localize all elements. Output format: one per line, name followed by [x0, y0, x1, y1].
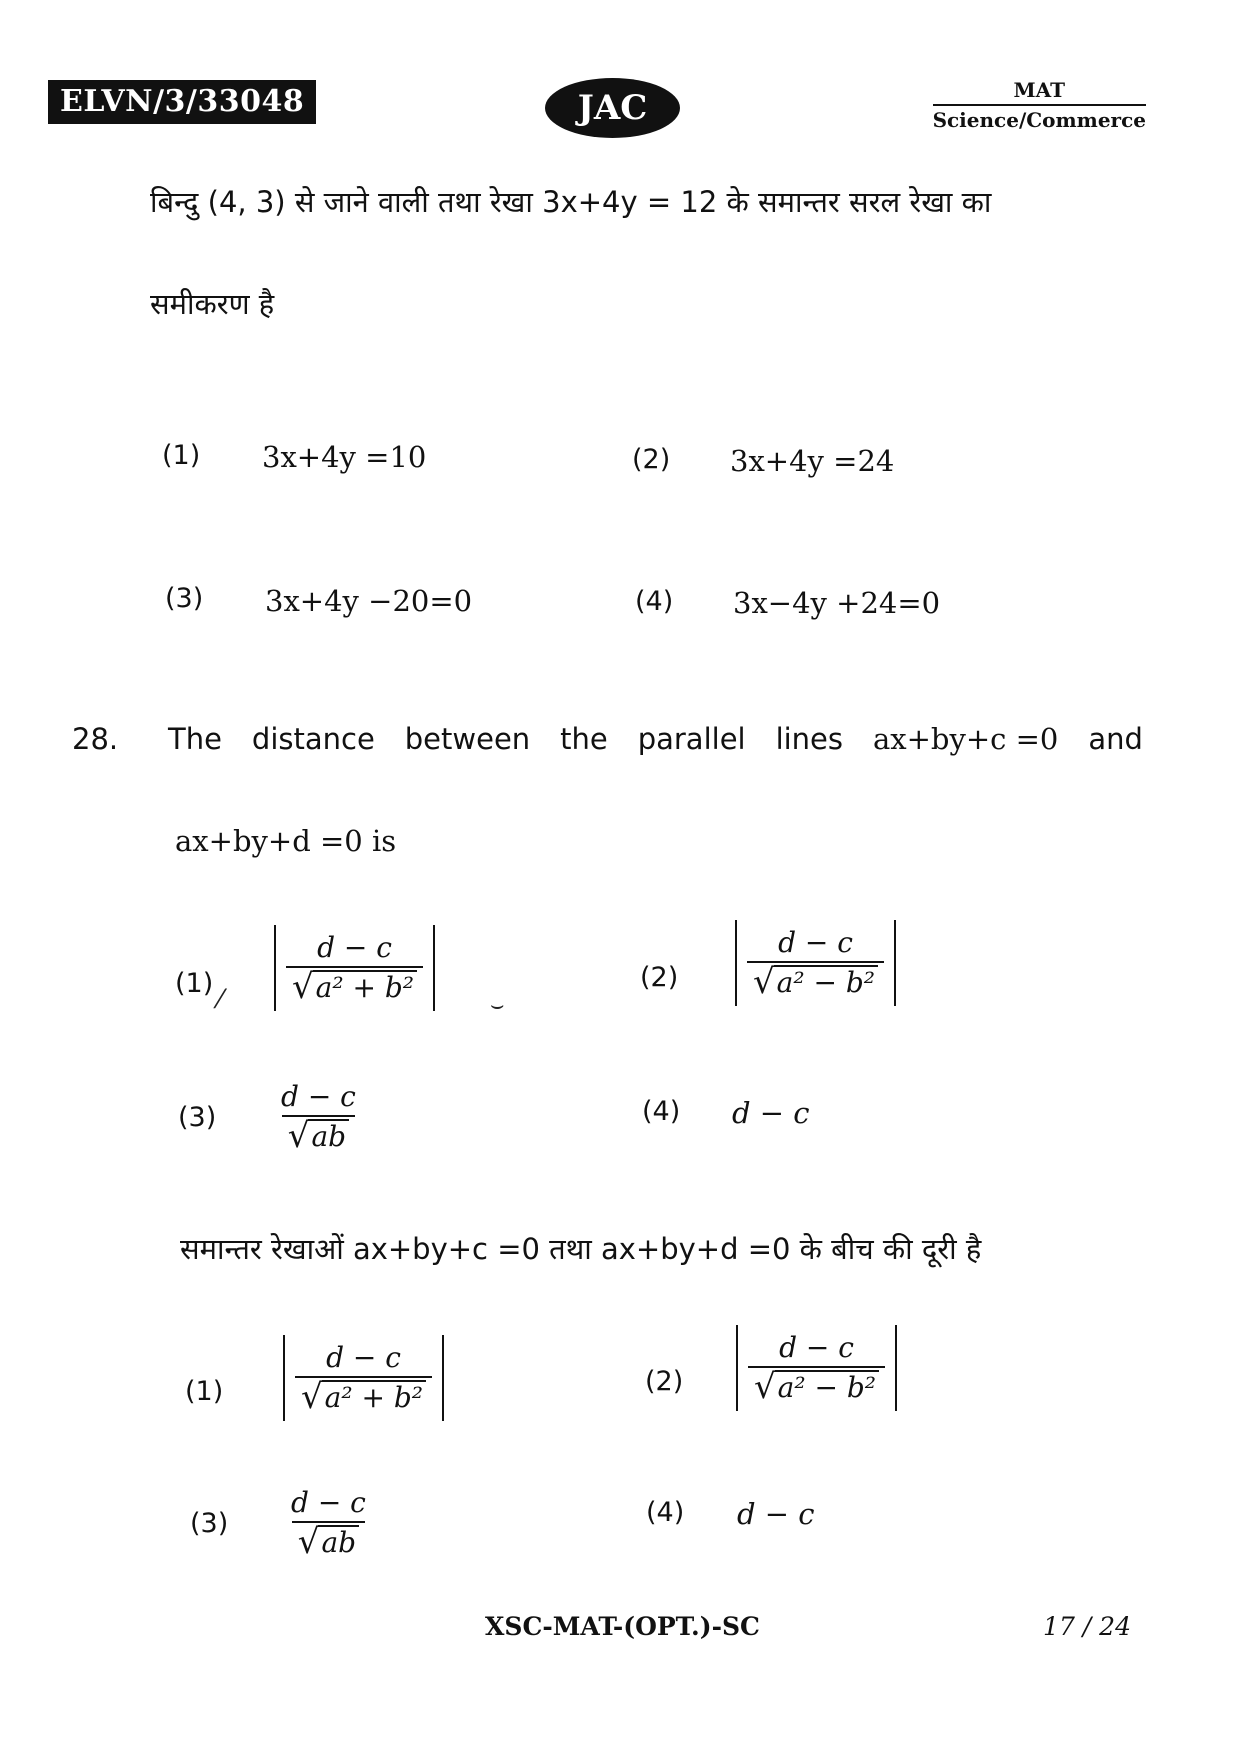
q28-option-2-den: a² − b² [774, 965, 878, 999]
jac-logo: JAC [545, 78, 680, 138]
page-number: 17 / 24 [1043, 1612, 1131, 1641]
q28-hindi-option-4-label: (4) [646, 1497, 685, 1528]
q27-hindi-line2: समीकरण है [150, 287, 275, 321]
q28-word: distance [251, 722, 375, 756]
q28-word: and [1088, 722, 1143, 756]
q28-option-3: d − c √ ab [275, 1080, 362, 1154]
q28-word: lines [775, 722, 844, 756]
q28-option-4-label: (4) [642, 1096, 681, 1127]
q28-hindi-option-3-label: (3) [190, 1508, 229, 1539]
q28-line2: ax+by+d =0 is [175, 824, 397, 858]
q28-option-2-label: (2) [640, 962, 679, 993]
q28-hindi-option-2-label: (2) [645, 1366, 684, 1397]
q28-hindi-option-2: d − c √ a² − b² [736, 1325, 897, 1411]
q27-option-1-label: (1) [162, 440, 201, 471]
subject-label: MAT [933, 78, 1146, 106]
q28-hindi-option-3: d − c √ ab [285, 1486, 372, 1560]
q27-option-2-label: (2) [632, 444, 671, 475]
pen-mark-icon: ⌣ [490, 993, 505, 1018]
q28-hindi-option-2-den: a² − b² [775, 1370, 879, 1404]
q28-number: 28. [72, 722, 119, 756]
q28-option-3-den: ab [308, 1119, 349, 1153]
q28-option-1-num: d − c [317, 931, 392, 964]
q28-hindi-stem: समान्तर रेखाओं ax+by+c =0 तथा ax+by+d =0 के बीच की दूरी है [180, 1232, 982, 1266]
q28-option-2: d − c √ a² − b² [735, 920, 896, 1006]
q28-option-4: d − c [732, 1096, 810, 1130]
q27-option-4: 3x−4y +24=0 [733, 586, 941, 620]
q28-hindi-option-1-den: a² + b² [322, 1380, 426, 1414]
q27-option-1: 3x+4y =10 [262, 440, 427, 474]
q27-option-3: 3x+4y −20=0 [265, 584, 473, 618]
q27-option-4-label: (4) [635, 586, 674, 617]
stream-label: Science/Commerce [932, 108, 1146, 132]
q28-option-1-label: (1) [175, 968, 214, 999]
q28-hindi-option-1-label: (1) [185, 1376, 224, 1407]
q28-option-1: d − c √ a² + b² [274, 925, 435, 1011]
q28-hindi-option-3-num: d − c [291, 1486, 366, 1519]
q28-line1 [168, 722, 1143, 757]
q28-word: The [168, 722, 222, 756]
q27-option-3-label: (3) [165, 583, 204, 614]
q28-equation-1: ax+by+c =0 [872, 722, 1059, 756]
q28-hindi-option-1-num: d − c [326, 1341, 401, 1374]
check-mark-icon: ⁄ [218, 985, 223, 1015]
q28-hindi-option-4: d − c [737, 1497, 815, 1531]
q28-hindi-option-1: d − c √ a² + b² [283, 1335, 444, 1421]
q28-hindi-option-3-den: ab [318, 1525, 359, 1559]
q28-option-3-num: d − c [281, 1080, 356, 1113]
q27-option-2: 3x+4y =24 [730, 444, 895, 478]
q28-hindi-option-2-num: d − c [779, 1331, 854, 1364]
q28-word: parallel [637, 722, 746, 756]
subject-header [933, 78, 1146, 132]
paper-code: ELVN/3/33048 [48, 80, 316, 124]
q28-option-3-label: (3) [178, 1102, 217, 1133]
q27-hindi-line1: बिन्दु (4, 3) से जाने वाली तथा रेखा 3x+4y = 12 के समान्तर सरल रेखा का [150, 185, 992, 219]
q28-option-2-num: d − c [778, 926, 853, 959]
q28-option-1-den: a² + b² [313, 970, 417, 1004]
q28-word: the [560, 722, 608, 756]
q28-word: between [404, 722, 531, 756]
footer-code: XSC-MAT-(OPT.)-SC [485, 1612, 760, 1641]
